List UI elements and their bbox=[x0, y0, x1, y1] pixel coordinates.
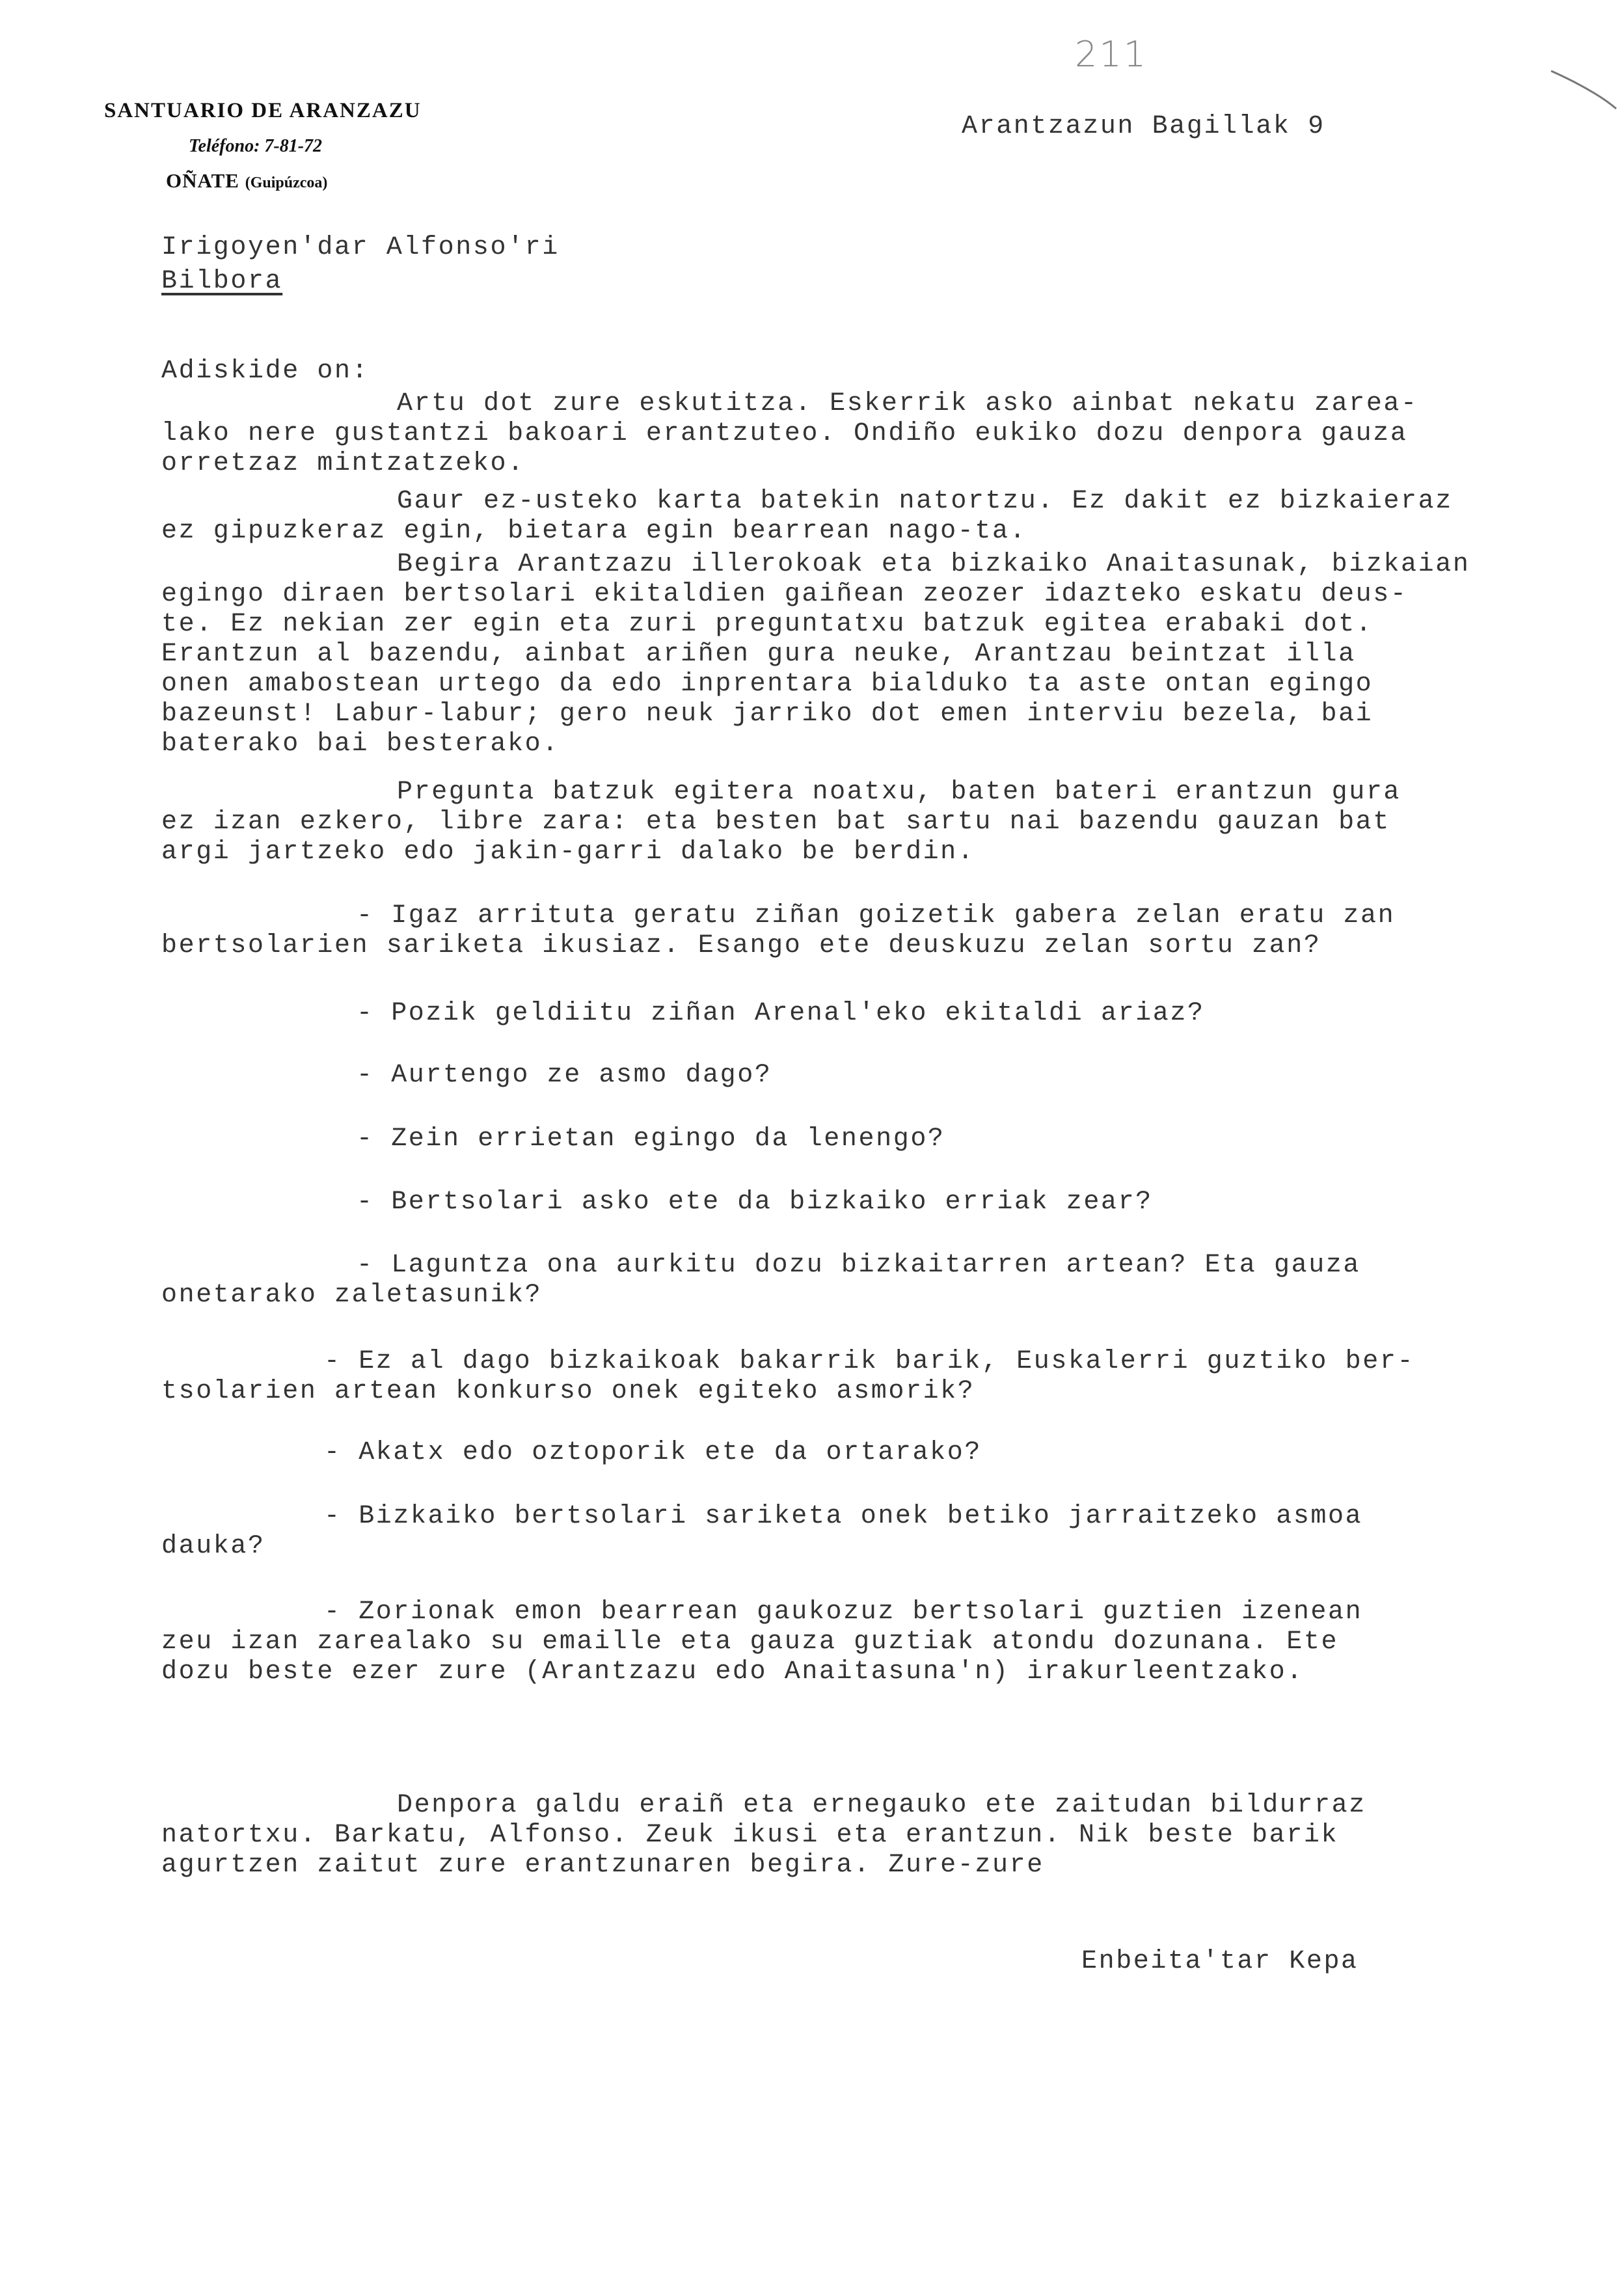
text-line: egingo diraen bertsolari ekitaldien gaiñean zeozer idazteko eskatu deus- bbox=[161, 580, 1408, 609]
text-line: - Bertsolari asko ete da bizkaiko erriak zear? bbox=[357, 1188, 1153, 1217]
text-line: agurtzen zaitut zure erantzunaren begira. Zure-zure bbox=[161, 1851, 1044, 1880]
text-line: - Laguntza ona aurkitu dozu bizkaitarren artean? Eta gauza bbox=[357, 1251, 1361, 1280]
text-line: baterako bai besterako. bbox=[161, 729, 560, 759]
pen-mark bbox=[1549, 62, 1620, 114]
text-line: argi jartzeko edo jakin-garri dalako be berdin. bbox=[161, 837, 975, 867]
letterhead-province: (Guipúzcoa) bbox=[245, 174, 328, 191]
text-line: zeu izan zarealako su emaille eta gauza guztiak atondu dozunana. Ete bbox=[161, 1627, 1339, 1657]
text-line: lako nere gustantzi bakoari erantzuteo. Ondiño eukiko dozu denpora gauza bbox=[161, 419, 1408, 448]
letterhead-city: OÑATE bbox=[166, 169, 239, 192]
letterhead-phone: Teléfono: 7-81-72 bbox=[189, 136, 323, 156]
text-line: - Zein errietan egingo da lenengo? bbox=[357, 1124, 945, 1154]
text-line: Gaur ez-usteko karta batekin natortzu. Ez dakit ez bizkaieraz bbox=[397, 487, 1453, 516]
text-line: Erantzun al bazendu, ainbat ariñen gura neuke, Arantzau beintzat illa bbox=[161, 640, 1356, 669]
text-line: Pregunta batzuk egitera noatxu, baten bateri erantzun gura bbox=[397, 778, 1401, 807]
text-line: bertsolarien sariketa ikusiaz. Esango ete deuskuzu zelan sortu zan? bbox=[161, 931, 1321, 960]
text-line: te. Ez nekian zer egin eta zuri preguntatxu batzuk egitea erabaki dot. bbox=[161, 610, 1374, 639]
salutation: Adiskide on: bbox=[161, 357, 370, 386]
text-line: onetarako zaletasunik? bbox=[161, 1281, 543, 1310]
text-line: orretzaz mintzatzeko. bbox=[161, 449, 525, 478]
text-line: - Bizkaiko bertsolari sariketa onek betiko jarraitzeko asmoa bbox=[324, 1502, 1363, 1531]
text-line: Artu dot zure eskutitza. Eskerrik asko ainbat nekatu zarea- bbox=[397, 389, 1418, 418]
letterhead-institution: SANTUARIO DE ARANZAZU bbox=[104, 99, 422, 122]
text-line: tsolarien artean konkurso onek egiteko asmorik? bbox=[161, 1377, 975, 1406]
text-line: onen amabostean urtego da edo inprentara bialduko ta aste ontan egingo bbox=[161, 670, 1374, 699]
text-line: - Zorionak emon bearrean gaukozuz bertsolari guztien izenean bbox=[324, 1597, 1363, 1627]
text-line: Denpora galdu eraiñ eta ernegauko ete zaitudan bildurraz bbox=[397, 1791, 1366, 1820]
text-line: Begira Arantzazu illerokoak eta bizkaiko Anaitasunak, bizkaian bbox=[397, 550, 1470, 579]
text-line: - Ez al dago bizkaikoak bakarrik barik, Euskalerri guztiko ber- bbox=[324, 1347, 1415, 1376]
text-line: - Aurtengo ze asmo dago? bbox=[357, 1061, 772, 1090]
text-line: natortxu. Barkatu, Alfonso. Zeuk ikusi eta erantzun. Nik beste barik bbox=[161, 1821, 1339, 1850]
recipient-name: Irigoyen'dar Alfonso'ri bbox=[161, 233, 560, 262]
text-line: - Akatx edo oztoporik ete da ortarako? bbox=[324, 1438, 982, 1467]
recipient-place: Bilbora bbox=[161, 267, 283, 296]
archive-number: 211 bbox=[1075, 34, 1148, 75]
text-line: bazeunst! Labur-labur; gero neuk jarriko dot emen interviu bezela, bai bbox=[161, 700, 1374, 729]
date-line: Arantzazun Bagillak 9 bbox=[962, 112, 1325, 141]
text-line: dozu beste ezer zure (Arantzazu edo Anaitasuna'n) irakurleentzako. bbox=[161, 1657, 1304, 1687]
signature: Enbeita'tar Kepa bbox=[1081, 1947, 1359, 1976]
text-line: ez izan ezkero, libre zara: eta besten bat sartu nai bazendu gauzan bat bbox=[161, 808, 1390, 837]
text-line: ez gipuzkeraz egin, bietara egin bearrean nago-ta. bbox=[161, 517, 1027, 546]
text-line: - Igaz arrituta geratu ziñan goizetik gabera zelan eratu zan bbox=[357, 901, 1396, 930]
text-line: - Pozik geldiitu ziñan Arenal'eko ekitaldi ariaz? bbox=[357, 999, 1205, 1028]
text-line: dauka? bbox=[161, 1532, 265, 1561]
letterhead-address bbox=[166, 169, 327, 193]
